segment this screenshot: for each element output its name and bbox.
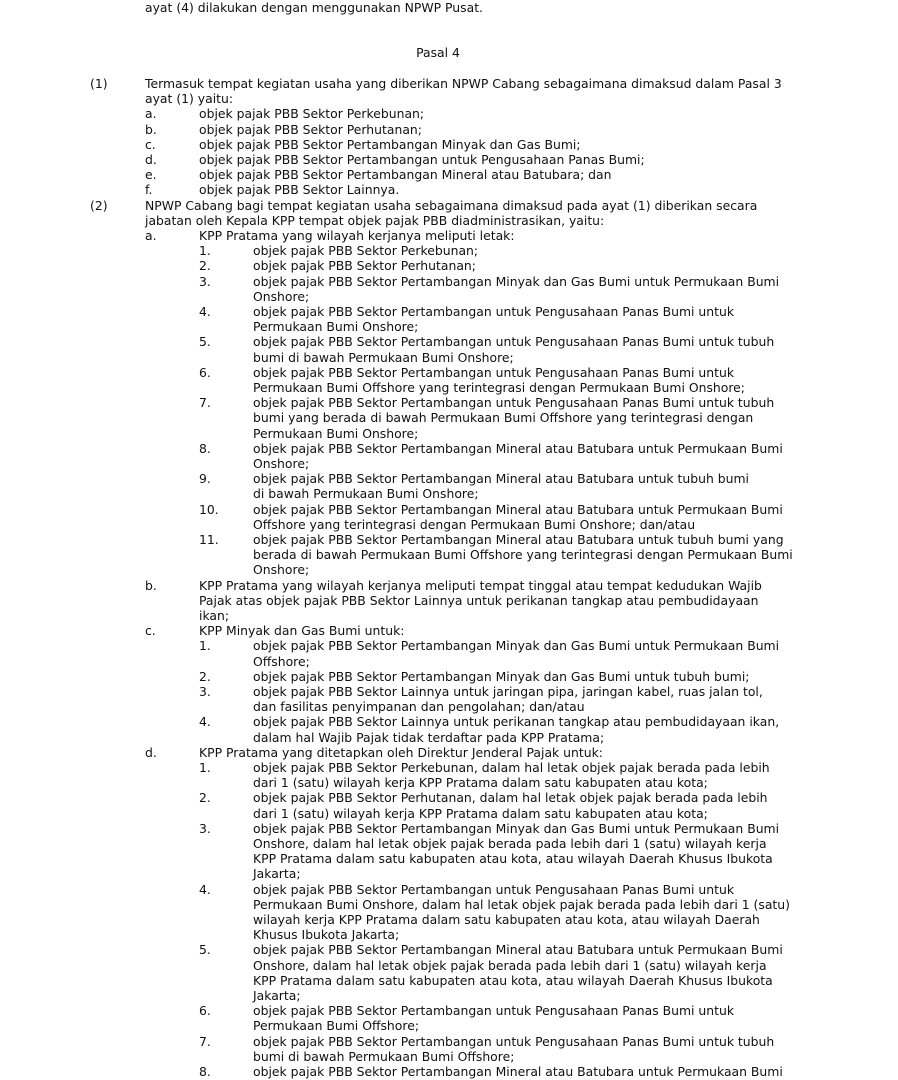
line-text: objek pajak PBB Sektor Perkebunan, dalam hal letak objek pajak berada pada lebih bbox=[253, 760, 770, 775]
document-line bbox=[0, 198, 898, 213]
line-text: ayat (1) yaitu: bbox=[145, 91, 234, 107]
document-line bbox=[0, 1034, 898, 1049]
list-marker: 1. bbox=[199, 760, 211, 775]
list-marker: 9. bbox=[199, 471, 211, 487]
list-marker: 4. bbox=[199, 714, 211, 730]
line-text: objek pajak PBB Sektor Pertambangan Mineral atau Batubara untuk tubuh bumi bbox=[253, 471, 749, 487]
list-marker: 4. bbox=[199, 304, 211, 319]
document-line bbox=[0, 547, 898, 562]
line-text: objek pajak PBB Sektor Pertambangan Minyak dan Gas Bumi untuk tubuh bumi; bbox=[253, 668, 750, 684]
document-line bbox=[0, 608, 898, 623]
document-line bbox=[0, 714, 898, 729]
line-text: objek pajak PBB Sektor Pertambangan untuk Pengusahaan Panas Bumi untuk bbox=[253, 1003, 734, 1019]
line-text: objek pajak PBB Sektor Pertambangan Minyak dan Gas Bumi; bbox=[199, 136, 581, 152]
list-marker: 3. bbox=[199, 684, 211, 699]
document-line bbox=[0, 486, 898, 501]
list-marker: 6. bbox=[199, 364, 211, 380]
line-text: KPP Pratama dalam satu kabupaten atau kota, atau wilayah Daerah Khusus Ibukota bbox=[253, 972, 773, 988]
document-line bbox=[0, 152, 898, 167]
document-line bbox=[0, 502, 898, 517]
document-line bbox=[0, 319, 898, 334]
document-line bbox=[0, 775, 898, 790]
document-line bbox=[0, 122, 898, 137]
line-text: objek pajak PBB Sektor Pertambangan untuk Pengusahaan Panas Bumi untuk bbox=[253, 304, 734, 319]
document-line bbox=[0, 973, 898, 988]
document-line bbox=[0, 167, 898, 182]
document-line bbox=[0, 851, 898, 866]
document-line bbox=[0, 882, 898, 897]
line-text: jabatan oleh Kepala KPP tempat objek pajak PBB diadministrasikan, yaitu: bbox=[145, 212, 605, 228]
document-line bbox=[0, 684, 898, 699]
line-text: objek pajak PBB Sektor Lainnya untuk jaringan pipa, jaringan kabel, ruas jalan tol, bbox=[253, 684, 763, 699]
document-line bbox=[0, 304, 898, 319]
line-text: Permukaan Bumi Onshore, dalam hal letak objek pajak berada pada lebih dari 1 (satu) bbox=[253, 896, 790, 912]
line-text: Permukaan Bumi Offshore; bbox=[253, 1018, 419, 1034]
document-line bbox=[0, 912, 898, 927]
line-text: Offshore yang terintegrasi dengan Permukaan Bumi Onshore; dan/atau bbox=[253, 516, 696, 532]
line-text: Khusus Ibukota Jakarta; bbox=[253, 927, 400, 943]
list-marker: 1. bbox=[199, 638, 211, 654]
document-line bbox=[0, 395, 898, 410]
document-line bbox=[0, 76, 898, 91]
line-text: Offshore; bbox=[253, 653, 310, 669]
document-line bbox=[0, 654, 898, 669]
line-text: objek pajak PBB Sektor Perhutanan; bbox=[253, 258, 476, 274]
document-line bbox=[0, 958, 898, 973]
document-line bbox=[0, 182, 898, 197]
line-text: bumi di bawah Permukaan Bumi Offshore; bbox=[253, 1048, 515, 1064]
document-line bbox=[0, 730, 898, 745]
document-line bbox=[0, 274, 898, 289]
document-line bbox=[0, 745, 898, 760]
line-text: Onshore, dalam hal letak objek pajak berada pada lebih dari 1 (satu) wilayah kerja bbox=[253, 957, 767, 973]
list-marker: c. bbox=[145, 623, 156, 639]
list-marker: e. bbox=[145, 167, 157, 183]
document-line bbox=[0, 623, 898, 638]
document-line bbox=[0, 471, 898, 486]
line-text: bumi di bawah Permukaan Bumi Onshore; bbox=[253, 349, 514, 365]
document-line bbox=[0, 638, 898, 653]
list-marker: a. bbox=[145, 106, 157, 122]
list-marker: d. bbox=[145, 744, 157, 760]
heading-row bbox=[0, 45, 898, 60]
line-text: objek pajak PBB Sektor Perkebunan; bbox=[199, 106, 425, 122]
line-text: Onshore, dalam hal letak objek pajak berada pada lebih dari 1 (satu) wilayah kerja bbox=[253, 836, 767, 851]
line-text: objek pajak PBB Sektor Lainnya untuk perikanan tangkap atau pembudidayaan ikan, bbox=[253, 714, 780, 730]
line-text: Onshore; bbox=[253, 456, 310, 471]
line-text: objek pajak PBB Sektor Pertambangan untuk Pengusahaan Panas Bumi untuk tubuh bbox=[253, 1033, 775, 1049]
list-marker: b. bbox=[145, 121, 157, 137]
line-text: dari 1 (satu) wilayah kerja KPP Pratama dalam satu kabupaten atau kota; bbox=[253, 805, 708, 821]
list-marker: (1) bbox=[90, 76, 108, 91]
line-text: NPWP Cabang bagi tempat kegiatan usaha sebagaimana dimaksud pada ayat (1) diberikan secara bbox=[145, 197, 758, 213]
list-marker: 5. bbox=[199, 334, 211, 350]
line-text: objek pajak PBB Sektor Pertambangan Mineral atau Batubara; dan bbox=[199, 167, 612, 183]
line-text: Permukaan Bumi Onshore; bbox=[253, 425, 419, 441]
line-text: objek pajak PBB Sektor Pertambangan Mineral atau Batubara untuk Permukaan Bumi bbox=[253, 501, 783, 517]
line-text: objek pajak PBB Sektor Pertambangan Minyak dan Gas Bumi untuk Permukaan Bumi bbox=[253, 820, 780, 836]
document-line bbox=[0, 836, 898, 851]
document-line bbox=[0, 760, 898, 775]
document-line bbox=[0, 593, 898, 608]
line-text: objek pajak PBB Sektor Pertambangan Mineral atau Batubara untuk Permukaan Bumi bbox=[253, 440, 783, 456]
document-line bbox=[0, 228, 898, 243]
line-text: Jakarta; bbox=[253, 866, 301, 882]
document-line bbox=[0, 334, 898, 349]
document-line bbox=[0, 1064, 898, 1079]
list-marker: 11. bbox=[199, 532, 219, 547]
line-text: objek pajak PBB Sektor Pertambangan Mineral atau Batubara untuk Permukaan Bumi bbox=[253, 942, 783, 958]
document-line bbox=[0, 578, 898, 593]
document-line bbox=[0, 289, 898, 304]
document-line bbox=[0, 258, 898, 273]
document-line bbox=[0, 243, 898, 258]
line-text: objek pajak PBB Sektor Pertambangan untuk Pengusahaan Panas Bumi; bbox=[199, 152, 645, 167]
document-line bbox=[0, 426, 898, 441]
line-text: objek pajak PBB Sektor Pertambangan Minyak dan Gas Bumi untuk Permukaan Bumi bbox=[253, 638, 780, 654]
line-text: Onshore; bbox=[253, 562, 310, 578]
document-line bbox=[0, 410, 898, 425]
document-line bbox=[0, 91, 898, 106]
line-text: bumi yang berada di bawah Permukaan Bumi Offshore yang terintegrasi dengan bbox=[253, 410, 754, 426]
line-text: dalam hal Wajib Pajak tidak terdaftar pada KPP Pratama; bbox=[253, 729, 605, 745]
list-marker: 2. bbox=[199, 668, 211, 684]
lead-line: ayat (4) dilakukan dengan menggunakan NPWP Pusat. bbox=[145, 0, 484, 15]
line-text: objek pajak PBB Sektor Perhutanan; bbox=[199, 121, 422, 137]
line-text: Permukaan Bumi Offshore yang terintegrasi dengan Permukaan Bumi Onshore; bbox=[253, 380, 745, 395]
list-marker: d. bbox=[145, 152, 157, 167]
document-line bbox=[0, 106, 898, 121]
line-text: objek pajak PBB Sektor Pertambangan untuk Pengusahaan Panas Bumi untuk bbox=[253, 364, 734, 380]
list-marker: c. bbox=[145, 136, 156, 152]
line-text: ikan; bbox=[199, 608, 230, 623]
document-line bbox=[0, 380, 898, 395]
line-text: KPP Pratama yang ditetapkan oleh Direktur Jenderal Pajak untuk: bbox=[199, 744, 603, 760]
document-line bbox=[0, 1049, 898, 1064]
document-line bbox=[0, 350, 898, 365]
list-marker: 7. bbox=[199, 1033, 211, 1049]
line-text: KPP Pratama yang wilayah kerjanya meliputi tempat tinggal atau tempat kedudukan Wajib bbox=[199, 577, 762, 593]
line-text: objek pajak PBB Sektor Pertambangan untuk Pengusahaan Panas Bumi untuk bbox=[253, 881, 734, 897]
list-marker: 7. bbox=[199, 395, 211, 411]
list-marker: 8. bbox=[199, 440, 211, 456]
document-line bbox=[0, 790, 898, 805]
document-line bbox=[0, 1003, 898, 1018]
article-heading: Pasal 4 bbox=[416, 45, 460, 60]
line-text: objek pajak PBB Sektor Perkebunan; bbox=[253, 243, 479, 259]
list-marker: 2. bbox=[199, 258, 211, 274]
document-line bbox=[0, 213, 898, 228]
list-marker: 5. bbox=[199, 942, 211, 958]
document-line bbox=[0, 897, 898, 912]
list-marker: b. bbox=[145, 577, 157, 593]
list-marker: 4. bbox=[199, 881, 211, 897]
line-text: KPP Pratama dalam satu kabupaten atau kota, atau wilayah Daerah Khusus Ibukota bbox=[253, 851, 773, 867]
document-line bbox=[0, 821, 898, 836]
document-line bbox=[0, 137, 898, 152]
list-marker: 2. bbox=[199, 790, 211, 806]
document-line bbox=[0, 562, 898, 577]
line-text: objek pajak PBB Sektor Perhutanan, dalam hal letak objek pajak berada pada lebih bbox=[253, 790, 768, 806]
document-line bbox=[0, 988, 898, 1003]
list-marker: 6. bbox=[199, 1003, 211, 1019]
line-text: KPP Pratama yang wilayah kerjanya meliputi letak: bbox=[199, 228, 515, 243]
line-text: Termasuk tempat kegiatan usaha yang diberikan NPWP Cabang sebagaimana dimaksud dalam Pasal 3 bbox=[145, 76, 782, 91]
line-text: objek pajak PBB Sektor Lainnya. bbox=[199, 182, 400, 198]
lead-line-row bbox=[0, 0, 898, 15]
document-line bbox=[0, 942, 898, 957]
document-line bbox=[0, 806, 898, 821]
line-text: Permukaan Bumi Onshore; bbox=[253, 319, 419, 335]
document-line bbox=[0, 927, 898, 942]
line-text: objek pajak PBB Sektor Pertambangan Mineral atau Batubara untuk Permukaan Bumi bbox=[253, 1064, 783, 1079]
document-line bbox=[0, 365, 898, 380]
line-text: Jakarta; bbox=[253, 988, 301, 1003]
line-text: di bawah Permukaan Bumi Onshore; bbox=[253, 486, 479, 502]
list-marker: 3. bbox=[199, 820, 211, 836]
line-text: wilayah kerja KPP Pratama dalam satu kabupaten atau kota, atau wilayah Daerah bbox=[253, 912, 760, 927]
line-text: dan fasilitas penyimpanan dan pengolahan; dan/atau bbox=[253, 699, 585, 715]
document-line bbox=[0, 517, 898, 532]
list-marker: a. bbox=[145, 228, 157, 243]
list-marker: 8. bbox=[199, 1064, 211, 1079]
line-text: objek pajak PBB Sektor Pertambangan Minyak dan Gas Bumi untuk Permukaan Bumi bbox=[253, 273, 780, 289]
list-marker: 1. bbox=[199, 243, 211, 259]
line-text: Pajak atas objek pajak PBB Sektor Lainnya untuk perikanan tangkap atau pembudidayaan bbox=[199, 592, 759, 608]
line-text: berada di bawah Permukaan Bumi Offshore yang terintegrasi dengan Permukaan Bumi bbox=[253, 547, 793, 563]
line-text: KPP Minyak dan Gas Bumi untuk: bbox=[199, 623, 405, 639]
line-text: objek pajak PBB Sektor Pertambangan untuk Pengusahaan Panas Bumi untuk tubuh bbox=[253, 334, 775, 350]
line-text: objek pajak PBB Sektor Pertambangan untuk Pengusahaan Panas Bumi untuk tubuh bbox=[253, 395, 775, 411]
document-line bbox=[0, 456, 898, 471]
line-text: Onshore; bbox=[253, 288, 310, 304]
line-text: dari 1 (satu) wilayah kerja KPP Pratama dalam satu kabupaten atau kota; bbox=[253, 775, 708, 791]
list-marker: 3. bbox=[199, 273, 211, 289]
line-text: objek pajak PBB Sektor Pertambangan Mineral atau Batubara untuk tubuh bumi yang bbox=[253, 532, 784, 547]
document-line bbox=[0, 866, 898, 881]
list-marker: (2) bbox=[90, 197, 108, 213]
document-line bbox=[0, 669, 898, 684]
document-line bbox=[0, 532, 898, 547]
document-line bbox=[0, 1018, 898, 1033]
list-marker: f. bbox=[145, 182, 153, 198]
document-line bbox=[0, 441, 898, 456]
list-marker: 10. bbox=[199, 501, 219, 517]
document-line bbox=[0, 699, 898, 714]
